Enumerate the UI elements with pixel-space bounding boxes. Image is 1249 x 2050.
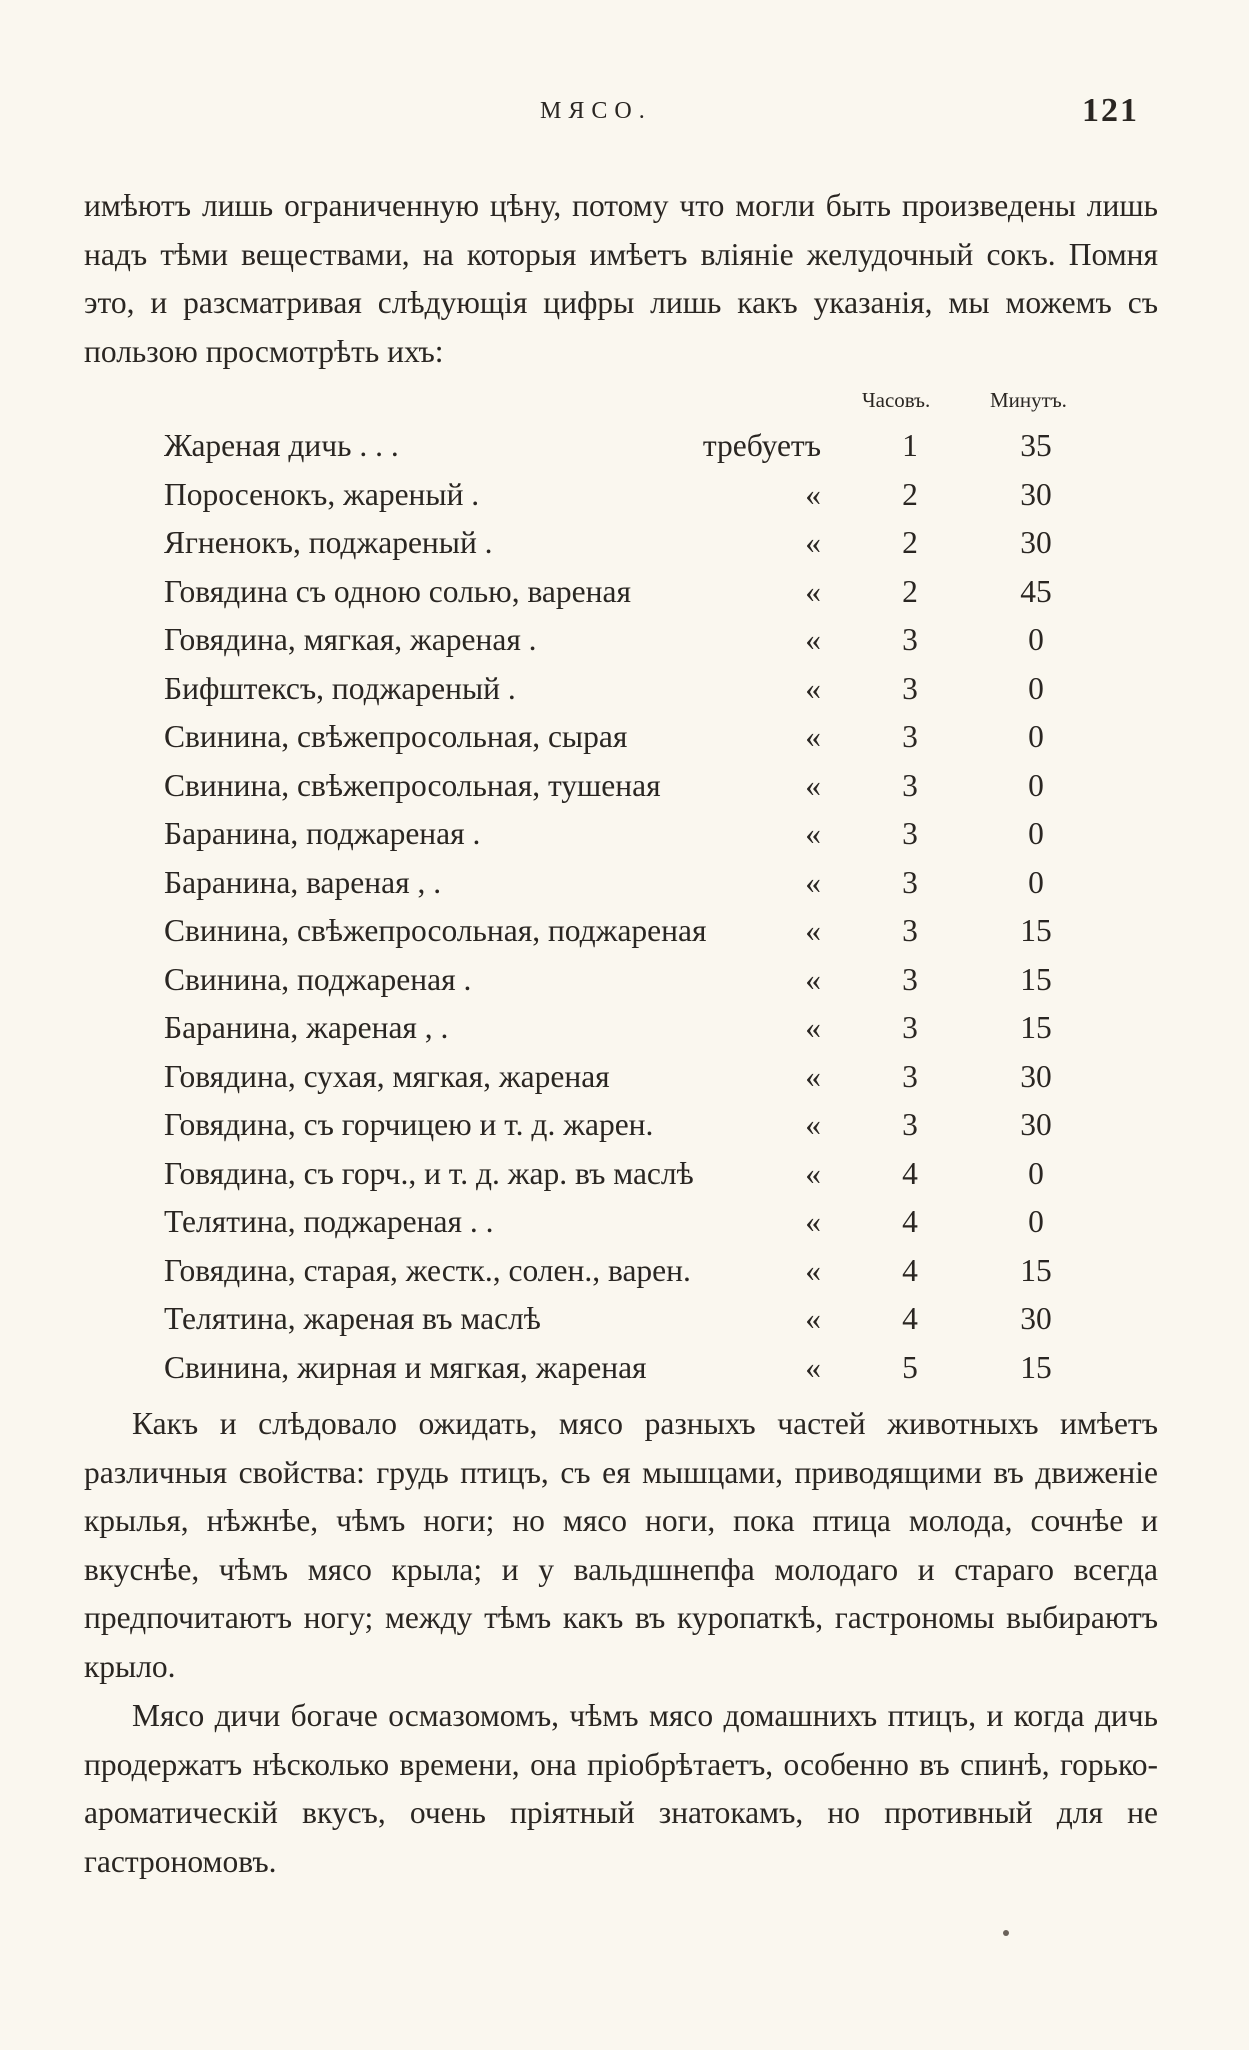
ditto-cell: « <box>805 573 821 609</box>
food-cell: Говядина, съ горч., и т. д. жар. въ маслѣ <box>164 1155 694 1191</box>
hours-cell: 4 <box>902 1252 918 1288</box>
hours-column-header: Часовъ. <box>862 388 931 412</box>
page-number: 121 <box>1082 92 1139 129</box>
minutes-cell: 0 <box>1028 864 1044 900</box>
running-title: МЯСО. <box>540 98 652 124</box>
minutes-cell: 0 <box>1028 1155 1044 1191</box>
ditto-cell: требуетъ <box>702 428 821 463</box>
paragraph-3-block <box>84 1692 1158 1886</box>
minutes-cell: 30 <box>1020 1301 1052 1336</box>
ditto-cell: « <box>805 816 821 851</box>
hours-cell: 2 <box>902 525 918 560</box>
minutes-cell: 0 <box>1028 719 1044 754</box>
food-cell: Поросенокъ, жареный . <box>164 476 480 512</box>
minutes-cell: 30 <box>1020 525 1052 560</box>
table-row <box>0 956 1249 1005</box>
hours-cell: 3 <box>902 719 918 754</box>
table-row <box>0 1247 1249 1296</box>
hours-cell: 4 <box>902 1204 918 1239</box>
food-cell: Свинина, жирная и мягкая, жареная <box>164 1349 647 1385</box>
hours-cell: 3 <box>902 622 918 657</box>
hours-cell: 4 <box>902 1301 918 1336</box>
paragraph-3: Мясо дичи богаче осмазомомъ, чѣмъ мясо домашнихъ птицъ, и когда дичь продержатъ нѣсколько времени, она пріобрѣтаетъ, особенно въ спинѣ, горько-ароматическій вкусъ, очень пріятный знатокамъ, но противный для не гастрономовъ. <box>84 1698 1158 1879</box>
table-row <box>0 762 1249 811</box>
table-row <box>0 616 1249 665</box>
ditto-cell: « <box>805 1204 821 1239</box>
hours-cell: 1 <box>902 428 918 463</box>
minutes-cell: 45 <box>1020 573 1052 609</box>
hours-cell: 3 <box>902 961 918 997</box>
minutes-cell: 30 <box>1020 1107 1052 1142</box>
running-head <box>0 92 1249 138</box>
table-header <box>0 382 1249 422</box>
ditto-cell: « <box>805 1010 821 1045</box>
ink-dot-mark <box>1003 1930 1009 1936</box>
food-cell: Свинина, свѣжепросольная, поджареная <box>164 913 707 948</box>
minutes-cell: 30 <box>1020 1058 1052 1094</box>
minutes-cell: 0 <box>1028 767 1044 803</box>
minutes-column-header: Минутъ. <box>990 388 1067 412</box>
food-cell: Баранина, поджареная . <box>164 816 481 851</box>
food-cell: Телятина, поджареная . . <box>164 1204 494 1239</box>
food-cell: Свинина, поджареная . <box>164 961 472 997</box>
minutes-cell: 15 <box>1020 961 1052 997</box>
table-row <box>0 1295 1249 1344</box>
food-cell: Ягненокъ, поджареный . <box>164 525 493 560</box>
table-row <box>0 1101 1249 1150</box>
minutes-cell: 0 <box>1028 670 1044 706</box>
minutes-cell: 0 <box>1028 1204 1044 1239</box>
hours-cell: 3 <box>902 1107 918 1142</box>
ditto-cell: « <box>805 1252 821 1288</box>
ditto-cell: « <box>805 1107 821 1142</box>
food-cell: Телятина, жареная въ маслѣ <box>164 1301 541 1336</box>
food-cell: Баранина, жареная , . <box>164 1010 449 1045</box>
intro-paragraph-block <box>84 182 1158 376</box>
hours-cell: 3 <box>902 864 918 900</box>
table-row <box>0 1344 1249 1393</box>
table-row <box>0 665 1249 714</box>
minutes-cell: 15 <box>1020 1010 1052 1045</box>
ditto-cell: « <box>805 913 821 948</box>
table-row <box>0 1053 1249 1102</box>
food-cell: Жареная дичь . . . <box>164 428 399 463</box>
food-cell: Говядина, старая, жестк., солен., варен. <box>164 1252 691 1288</box>
ditto-cell: « <box>805 1155 821 1191</box>
table-row <box>0 471 1249 520</box>
table-row <box>0 1150 1249 1199</box>
minutes-cell: 0 <box>1028 816 1044 851</box>
digestion-time-table <box>0 382 1249 1392</box>
ditto-cell: « <box>805 1301 821 1336</box>
ditto-cell: « <box>805 622 821 657</box>
food-cell: Баранина, вареная , . <box>164 864 442 900</box>
table-row <box>0 859 1249 908</box>
minutes-cell: 15 <box>1020 1349 1052 1385</box>
minutes-cell: 15 <box>1020 913 1052 948</box>
hours-cell: 3 <box>902 670 918 706</box>
hours-cell: 3 <box>902 767 918 803</box>
table-row <box>0 810 1249 859</box>
paragraph-2: Какъ и слѣдовало ожидать, мясо разныхъ частей животныхъ имѣетъ различныя свойства: грудь птицъ, съ ея мышцами, приводящими въ движеніе крылья, нѣжнѣе, чѣмъ ноги; но мясо ноги, пока птица молода, сочнѣе и вкуснѣе, чѣмъ мясо крыла; и у вальдшнепфа молодаго и стараго всегда предпочитаютъ ногу; между тѣмъ какъ въ куропаткѣ, гастрономы выбираютъ крыло. <box>84 1406 1158 1684</box>
hours-cell: 3 <box>902 816 918 851</box>
table-rows <box>0 422 1249 1392</box>
minutes-cell: 30 <box>1020 476 1052 512</box>
table-row <box>0 713 1249 762</box>
food-cell: Говядина съ одною солью, вареная <box>164 573 631 609</box>
food-cell: Бифштексъ, поджареный . <box>164 670 516 706</box>
hours-cell: 4 <box>902 1155 918 1191</box>
table-row <box>0 519 1249 568</box>
ditto-cell: « <box>805 476 821 512</box>
hours-cell: 3 <box>902 1058 918 1094</box>
intro-paragraph: имѣютъ лишь ограниченную цѣну, потому что могли быть произведены лишь надъ тѣми веществами, на которыя имѣетъ вліяніе желудочный сокъ. Помня это, и разсматривая слѣдующія цифры лишь какъ указанія, мы можемъ съ пользою просмотрѣть ихъ: <box>84 188 1158 369</box>
food-cell: Говядина, съ горчицею и т. д. жарен. <box>164 1107 654 1142</box>
table-row <box>0 1198 1249 1247</box>
table-row <box>0 422 1249 471</box>
hours-cell: 3 <box>902 913 918 948</box>
hours-cell: 2 <box>902 476 918 512</box>
food-cell: Свинина, свѣжепросольная, сырая <box>164 719 628 754</box>
hours-cell: 5 <box>902 1349 918 1385</box>
ditto-cell: « <box>805 719 821 754</box>
ditto-cell: « <box>805 1058 821 1094</box>
ditto-cell: « <box>805 1349 821 1385</box>
table-row <box>0 907 1249 956</box>
food-cell: Говядина, сухая, мягкая, жареная <box>164 1058 610 1094</box>
food-cell: Говядина, мягкая, жареная . <box>164 622 537 657</box>
minutes-cell: 0 <box>1028 622 1044 657</box>
ditto-cell: « <box>805 670 821 706</box>
hours-cell: 2 <box>902 573 918 609</box>
minutes-cell: 15 <box>1020 1252 1052 1288</box>
ditto-cell: « <box>805 864 821 900</box>
hours-cell: 3 <box>902 1010 918 1045</box>
minutes-cell: 35 <box>1020 428 1052 463</box>
food-cell: Свинина, свѣжепросольная, тушеная <box>164 767 661 803</box>
paragraph-2-block <box>84 1400 1158 1691</box>
ditto-cell: « <box>805 961 821 997</box>
ditto-cell: « <box>805 767 821 803</box>
ditto-cell: « <box>805 525 821 560</box>
table-row <box>0 568 1249 617</box>
table-row <box>0 1004 1249 1053</box>
